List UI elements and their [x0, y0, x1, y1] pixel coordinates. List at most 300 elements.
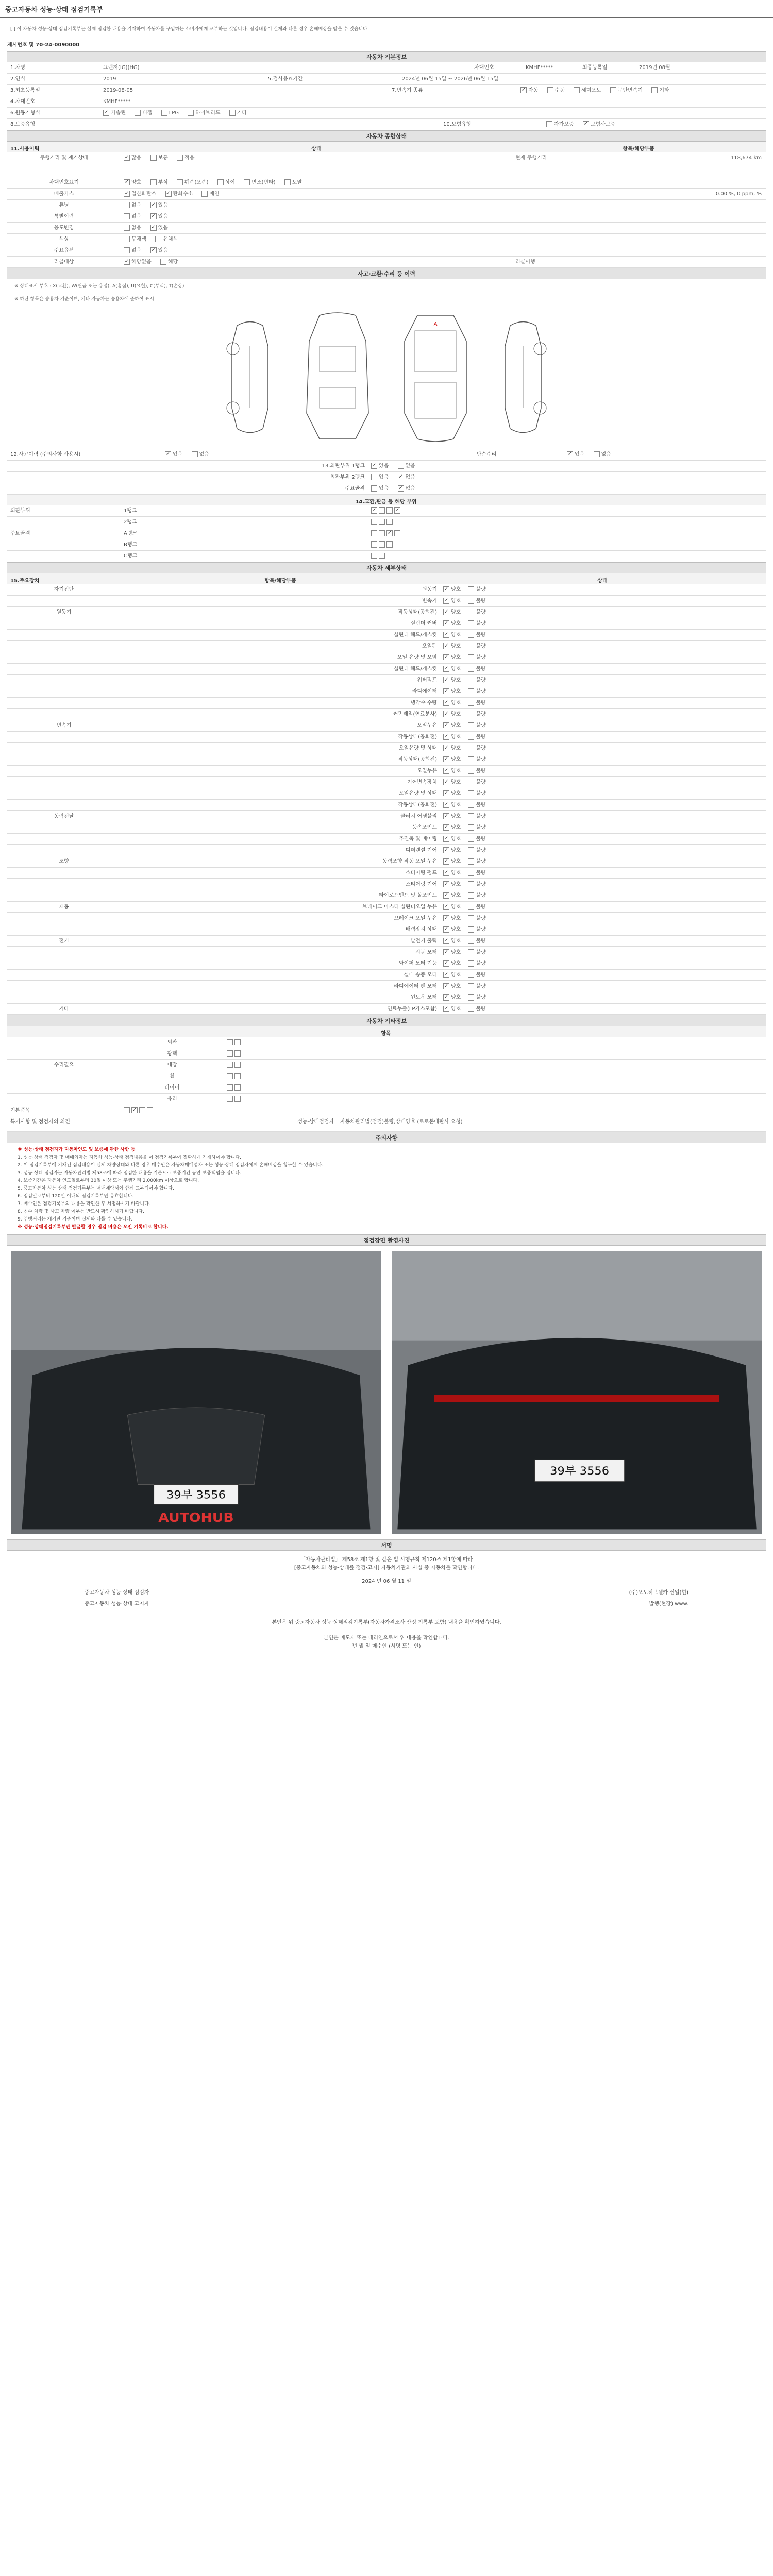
opt-applicable[interactable]: 해당: [160, 259, 178, 265]
opt-state[interactable]: [468, 643, 485, 650]
checkbox-icon[interactable]: [227, 1084, 233, 1091]
checkbox-checked-icon: ✓: [151, 225, 156, 230]
opt-no[interactable]: ✓ 없음: [398, 474, 415, 480]
rank-opts: [368, 551, 765, 562]
checkbox-checked-icon: ✓: [444, 847, 449, 853]
detail-row: [7, 720, 766, 732]
opt-state-label: 양호: [451, 938, 461, 944]
opt-yes[interactable]: ✓ 있음: [372, 463, 389, 469]
opt-state[interactable]: [443, 632, 461, 638]
detail-row: [7, 664, 766, 675]
checkbox-icon[interactable]: [379, 507, 385, 514]
opt-none[interactable]: 없음: [124, 202, 141, 209]
detail-group-label: [7, 630, 121, 640]
opt-state[interactable]: [443, 949, 461, 956]
caution-notes: [7, 1143, 766, 1234]
gen-label: 리콜대상: [54, 259, 74, 265]
opt-state-label: 불량: [476, 916, 486, 921]
opt-no[interactable]: 없음: [398, 463, 415, 469]
checkbox-icon: [124, 202, 130, 208]
opt-state[interactable]: [468, 768, 485, 774]
opt-fuel-etc[interactable]: 기타: [229, 110, 247, 116]
checkbox-icon: [547, 87, 553, 93]
opt-yes[interactable]: ✓ 있음: [151, 213, 168, 219]
value-vin-2: KMHF*****: [103, 99, 131, 105]
opt-state[interactable]: [468, 700, 485, 706]
checkbox-icon[interactable]: [227, 1039, 233, 1045]
detail-row: [7, 924, 766, 936]
opt-state[interactable]: [468, 688, 485, 695]
opt-state[interactable]: [443, 836, 461, 842]
opt-state[interactable]: [468, 734, 485, 740]
opt-state[interactable]: [443, 790, 461, 797]
opt-state-label: 불량: [476, 757, 486, 762]
opt-state[interactable]: [468, 915, 485, 922]
caution-line: 4. 보증기간은 자동차 인도일로부터 30일 이상 또는 주행거리 2,000km 이상으로 합니다.: [18, 1178, 199, 1183]
opt-state[interactable]: [443, 972, 461, 978]
checkbox-icon: [610, 87, 616, 93]
detail-row: [7, 652, 766, 664]
opt-state[interactable]: [468, 598, 485, 604]
opt-altered[interactable]: 변조(변타): [244, 179, 275, 186]
general-state-section: [7, 130, 766, 268]
checkbox-icon: [468, 802, 474, 808]
opt-state-label: 양호: [451, 814, 461, 819]
checkbox-icon: [468, 892, 474, 899]
opt-state[interactable]: [443, 734, 461, 740]
opt-etc[interactable]: 기타: [651, 87, 669, 94]
checkbox-icon: [468, 926, 474, 933]
opt-state[interactable]: [443, 620, 461, 627]
opt-state[interactable]: [443, 722, 461, 729]
opt-state-label: 양호: [451, 916, 461, 921]
opt-diff[interactable]: 상이: [217, 179, 235, 186]
opt-state-label: 불량: [476, 768, 486, 774]
damage-label: 외판부위 2랭크: [330, 474, 365, 480]
opt-semi[interactable]: 세미오토: [574, 87, 601, 94]
opt-chromatic[interactable]: 유채색: [155, 236, 178, 243]
detail-col-a: 15.주요장치: [10, 578, 40, 584]
opt-achromatic[interactable]: 무채색: [124, 236, 146, 243]
checkbox-icon: [468, 983, 474, 989]
checkbox-checked-icon: ✓: [444, 858, 449, 864]
rank-label: 1랭크: [124, 508, 137, 514]
opt-none[interactable]: 없음: [124, 225, 141, 231]
gen-row-color: [7, 234, 766, 245]
gen-label: 차대번호표기: [49, 180, 79, 185]
detail-group-label: [7, 788, 121, 799]
checkbox-icon: [468, 711, 474, 717]
checkbox-icon[interactable]: [147, 1107, 153, 1113]
opt-state[interactable]: [468, 609, 485, 616]
opt-state[interactable]: [443, 598, 461, 604]
opt-state[interactable]: [468, 858, 485, 865]
detail-state-opts: [440, 709, 765, 720]
detail-state-opts: [440, 868, 765, 878]
opt-yes[interactable]: 있음: [371, 474, 389, 481]
checkbox-icon[interactable]: [371, 541, 377, 548]
checkbox-icon: [468, 972, 474, 978]
checkbox-checked-icon: ✓: [444, 756, 449, 762]
opt-state[interactable]: [443, 756, 461, 763]
detail-item-label: 윈도우 모터: [410, 995, 437, 1001]
basic-row-6: [7, 119, 766, 130]
opt-state[interactable]: [443, 994, 461, 1001]
checkbox-icon[interactable]: [379, 530, 385, 536]
opt-state[interactable]: [443, 700, 461, 706]
detail-state-opts: [440, 958, 765, 969]
checkbox-icon: [155, 236, 161, 242]
opt-state[interactable]: [443, 915, 461, 922]
detail-state-opts: [440, 811, 765, 822]
opt-hybrid[interactable]: 하이브리드: [188, 110, 220, 116]
opt-state[interactable]: [443, 688, 461, 695]
opt-state-label: 불량: [476, 700, 486, 706]
rank-opts: [368, 517, 765, 528]
opt-lpg[interactable]: LPG: [161, 110, 179, 116]
opt-diesel[interactable]: 디젤: [135, 110, 152, 116]
other-group-label: [7, 1037, 121, 1048]
opt-auto[interactable]: ✓ 자동: [521, 87, 539, 93]
opt-state[interactable]: [468, 960, 485, 967]
detail-item-label: 오일 유량 및 오염: [397, 655, 437, 660]
sign-row[interactable]: 년 월 일 매수인 (서명 또는 인): [352, 1643, 421, 1649]
detail-row: [7, 970, 766, 981]
opt-state[interactable]: [443, 654, 461, 661]
opt-state[interactable]: [468, 620, 485, 627]
checkbox-checked-icon: ✓: [567, 451, 573, 457]
opt-painted[interactable]: 도말: [284, 179, 302, 186]
opt-state[interactable]: [468, 677, 485, 684]
opt-no[interactable]: 없음: [594, 451, 611, 458]
checkbox-checked-icon: ✓: [166, 191, 171, 196]
checkbox-icon[interactable]: [371, 530, 377, 536]
checkbox-icon: [244, 179, 250, 185]
detail-row: [7, 709, 766, 720]
caution-line: 3. 성능·상태 점검자는 자동차관리법 제58조에 따라 점검한 내용을 기준으로 보증기간 동안 보증책임을 집니다.: [18, 1171, 241, 1176]
opt-state[interactable]: [443, 586, 461, 593]
detail-row: [7, 788, 766, 800]
checkbox-icon[interactable]: [124, 1107, 130, 1113]
opt-state[interactable]: [468, 1006, 485, 1012]
checkbox-icon: [371, 485, 377, 492]
opt-state[interactable]: [443, 892, 461, 899]
opt-state-label: 불량: [476, 859, 486, 865]
opt-cvt[interactable]: 무단변속기: [610, 87, 643, 94]
opt-state[interactable]: [468, 870, 485, 876]
opt-na[interactable]: ✓ 해당없음: [124, 259, 152, 265]
detail-group-label: [7, 754, 121, 765]
checkbox-icon[interactable]: [234, 1096, 241, 1102]
checkbox-checked-icon: ✓: [444, 745, 449, 751]
checkbox-icon[interactable]: [379, 541, 385, 548]
opt-yes[interactable]: 있음: [371, 485, 389, 492]
opt-state[interactable]: [443, 813, 461, 820]
checkbox-icon[interactable]: [139, 1107, 145, 1113]
opt-state-label: 불량: [476, 723, 486, 728]
opt-none[interactable]: 없음: [124, 213, 141, 220]
checkbox-checked-icon[interactable]: ✓: [132, 1107, 137, 1113]
opt-normal[interactable]: 보통: [150, 155, 168, 161]
damage-parts-title: 14.교환,판금 등 해당 부위: [355, 499, 417, 505]
checkbox-icon[interactable]: [234, 1050, 241, 1057]
checkbox-checked-icon: ✓: [444, 904, 449, 909]
checkbox-icon[interactable]: [386, 507, 393, 514]
opt-state[interactable]: [443, 677, 461, 684]
opt-gasoline[interactable]: ✓ 가솔린: [104, 110, 126, 116]
opt-co[interactable]: ✓ 일산화탄소: [124, 191, 157, 197]
damage-rank-b: [7, 539, 766, 551]
opt-smoke[interactable]: 매연: [201, 191, 219, 197]
opt-state[interactable]: [468, 904, 485, 910]
detail-state-opts: [440, 596, 765, 606]
basic-row-4: [7, 96, 766, 108]
opt-state[interactable]: [443, 745, 461, 752]
detail-row: [7, 834, 766, 845]
opt-state[interactable]: [468, 949, 485, 956]
checkbox-icon[interactable]: [227, 1073, 233, 1079]
caution-line: 8. 침수 차량 및 사고 차량 여부는 반드시 확인하시기 바랍니다.: [18, 1209, 144, 1214]
detail-group-label: 전기: [59, 938, 69, 944]
opt-many[interactable]: ✓ 많음: [124, 155, 142, 161]
detail-columns: [7, 573, 766, 584]
opt-state[interactable]: [443, 926, 461, 933]
opt-state[interactable]: [443, 768, 461, 774]
checkbox-icon[interactable]: [234, 1073, 241, 1079]
opt-state[interactable]: [468, 666, 485, 672]
checkbox-checked-icon: ✓: [124, 259, 129, 264]
outer-label: 외판부위: [10, 508, 30, 514]
checkbox-icon: [468, 643, 474, 649]
opt-state[interactable]: [468, 892, 485, 899]
detail-row: [7, 913, 766, 924]
opt-self-warranty[interactable]: 자가보증: [546, 121, 574, 128]
general-state-heading: 자동차 종합상태: [7, 130, 766, 142]
detail-col-b: 항목/해당부품: [264, 578, 296, 584]
detail-item-label: 디퍼렌셜 기어: [405, 848, 437, 853]
opt-yes[interactable]: ✓ 있음: [151, 225, 168, 231]
opt-state[interactable]: [468, 994, 485, 1001]
opt-state[interactable]: [443, 643, 461, 650]
opt-state-label: 양호: [451, 882, 461, 887]
damage-opts: [368, 483, 765, 494]
opt-state-label: 양호: [451, 950, 461, 955]
opt-state-label: 불량: [476, 779, 486, 785]
gen-label: 특별이력: [54, 214, 74, 219]
checkbox-icon[interactable]: [234, 1039, 241, 1045]
opt-state-label: 불량: [476, 961, 486, 967]
checkbox-icon: [468, 734, 474, 740]
detail-group-label: [7, 652, 121, 663]
detail-item-label: 오일팬: [422, 643, 437, 649]
opt-state[interactable]: [468, 756, 485, 763]
opt-state[interactable]: [443, 904, 461, 910]
checkbox-checked-icon: ✓: [444, 609, 449, 615]
checkbox-icon[interactable]: [227, 1096, 233, 1102]
opt-manual[interactable]: 수동: [547, 87, 565, 94]
checkbox-checked-icon: ✓: [124, 155, 129, 160]
checkbox-icon[interactable]: [386, 519, 393, 525]
opt-state[interactable]: [443, 711, 461, 718]
gen-label: 색상: [59, 236, 69, 242]
opt-none[interactable]: 없음: [124, 247, 141, 254]
checkbox-icon: [468, 779, 474, 785]
opt-state-label: 불량: [476, 655, 486, 660]
opt-state[interactable]: [468, 983, 485, 990]
opt-state[interactable]: [443, 983, 461, 990]
opt-state[interactable]: [443, 802, 461, 808]
checkbox-icon[interactable]: [379, 553, 385, 559]
detail-state-opts: [440, 1004, 765, 1014]
opt-state[interactable]: [443, 960, 461, 967]
checkbox-checked-icon: ✓: [444, 881, 449, 887]
caution-line: 5. 중고자동차 성능·상태 점검기록부는 매매계약서와 함께 교부되어야 합니다.: [18, 1186, 174, 1191]
detail-group-label: [7, 698, 121, 708]
opt-state[interactable]: [468, 790, 485, 797]
opt-state[interactable]: [443, 938, 461, 944]
gen-value-mileage: 118,674 km: [730, 155, 762, 161]
opt-damage[interactable]: 훼손(오손): [177, 179, 208, 186]
checkbox-icon[interactable]: [234, 1062, 241, 1068]
checkbox-icon: [468, 609, 474, 615]
checkbox-icon[interactable]: [227, 1050, 233, 1057]
opt-state[interactable]: [468, 836, 485, 842]
opt-state[interactable]: [468, 972, 485, 978]
opt-no[interactable]: ✓ 없음: [398, 485, 415, 492]
opinion-note: 자동차관리법(점검)불량,상태양호 (로로돈매판사 요청): [340, 1119, 463, 1125]
opt-insurer-warranty[interactable]: ✓ 보험사보증: [583, 121, 616, 127]
checkbox-checked-icon[interactable]: ✓: [395, 507, 400, 513]
gen-row-vin-mark: [7, 177, 766, 189]
checkbox-icon: [124, 247, 130, 253]
opt-state-label: 양호: [451, 655, 461, 660]
gen-opts: [121, 200, 765, 211]
opt-yes[interactable]: ✓ 있음: [567, 451, 585, 457]
checkbox-icon[interactable]: [394, 530, 400, 536]
damage-rank-c: [7, 551, 766, 562]
opt-state-label: 불량: [476, 745, 486, 751]
detail-state-opts: [440, 788, 765, 799]
detail-group-label: [7, 890, 121, 901]
opt-yes[interactable]: ✓ 있음: [151, 202, 168, 208]
opt-state-label: 불량: [476, 995, 486, 1001]
label-first-reg: 3.최초등록일: [10, 88, 40, 93]
detail-row: [7, 743, 766, 754]
detail-row: [7, 902, 766, 913]
detail-group-label: 원동기: [56, 609, 72, 615]
opt-state[interactable]: [468, 654, 485, 661]
detail-state-opts: [440, 675, 765, 686]
detail-group-label: [7, 822, 121, 833]
opt-no[interactable]: 없음: [192, 451, 209, 458]
opt-state[interactable]: [468, 779, 485, 786]
checkbox-icon: [124, 236, 130, 242]
opt-state[interactable]: [468, 824, 485, 831]
opt-state[interactable]: [443, 609, 461, 616]
cert-number-value: 70-24-0090000: [36, 42, 80, 48]
detail-state-opts: [440, 686, 765, 697]
warranty-options: [543, 119, 765, 130]
checkbox-icon[interactable]: [386, 541, 393, 548]
opt-state[interactable]: [468, 722, 485, 729]
detail-state-opts: [440, 924, 765, 935]
checkbox-checked-icon: ✓: [444, 938, 449, 943]
opt-state[interactable]: [443, 847, 461, 854]
opt-state[interactable]: [468, 745, 485, 752]
gen-row-usage-change: [7, 223, 766, 234]
opt-yes[interactable]: ✓ 있음: [151, 247, 168, 253]
detail-group-label: [7, 618, 121, 629]
other-group-label: [7, 1082, 121, 1093]
checkbox-icon[interactable]: [371, 553, 377, 559]
checkbox-checked-icon: ✓: [444, 598, 449, 603]
opt-state[interactable]: [443, 881, 461, 888]
detail-group-label: [7, 958, 121, 969]
opt-state-label: 양호: [451, 632, 461, 638]
opt-state[interactable]: [443, 824, 461, 831]
opt-state[interactable]: [443, 666, 461, 672]
opt-state[interactable]: [468, 586, 485, 593]
detail-row: [7, 698, 766, 709]
opt-state[interactable]: [468, 938, 485, 944]
opt-hc[interactable]: ✓ 탄화수소: [166, 191, 193, 197]
opt-state[interactable]: [443, 858, 461, 865]
opt-state[interactable]: [468, 802, 485, 808]
detail-section: [7, 562, 766, 1015]
opt-state[interactable]: [443, 1006, 461, 1012]
opt-state[interactable]: [468, 926, 485, 933]
detail-item-label: 워터펌프: [417, 677, 437, 683]
opt-few[interactable]: 적음: [177, 155, 194, 161]
detail-group-label: [7, 800, 121, 810]
rank-opts: [368, 528, 765, 539]
opinion-label: 특기사항 및 점검자의 의견: [10, 1119, 70, 1125]
checkbox-icon: [468, 620, 474, 626]
checkbox-checked-icon[interactable]: ✓: [372, 507, 377, 513]
opt-state[interactable]: [443, 870, 461, 876]
detail-row: [7, 766, 766, 777]
opt-state-label: 양호: [451, 598, 461, 604]
checkbox-icon[interactable]: [227, 1062, 233, 1068]
checkbox-checked-icon: ✓: [444, 813, 449, 819]
checkbox-icon[interactable]: [379, 519, 385, 525]
opt-state-label: 불량: [476, 666, 486, 672]
checkbox-icon: [398, 463, 404, 469]
detail-item-label: 오일유량 및 상태: [399, 745, 437, 751]
opt-state[interactable]: [468, 813, 485, 820]
checkbox-checked-icon: ✓: [444, 870, 449, 875]
opt-state[interactable]: [443, 779, 461, 786]
opt-corrosion[interactable]: 부식: [150, 179, 168, 186]
opt-state[interactable]: [468, 881, 485, 888]
checkbox-icon[interactable]: [234, 1084, 241, 1091]
opt-state[interactable]: [468, 847, 485, 854]
opt-state[interactable]: [468, 711, 485, 718]
confirm-line-2: 본인은 매도자 또는 대리인으로서 위 내용을 확인합니다.: [323, 1635, 450, 1641]
opt-yes[interactable]: ✓ 있음: [165, 451, 183, 457]
detail-item-label: 원동기: [422, 587, 437, 592]
detail-group-label: 동력전달: [54, 814, 74, 819]
car-front-photo-icon: [11, 1251, 381, 1534]
opt-good[interactable]: ✓ 양호: [124, 179, 142, 185]
checkbox-icon[interactable]: [371, 519, 377, 525]
opt-state[interactable]: [468, 632, 485, 638]
other-row: [7, 1048, 766, 1060]
checkbox-checked-icon[interactable]: ✓: [387, 530, 392, 536]
opt-state-label: 양호: [451, 984, 461, 989]
opt-state-label: 불량: [476, 598, 486, 604]
checkbox-checked-icon: ✓: [151, 247, 156, 253]
